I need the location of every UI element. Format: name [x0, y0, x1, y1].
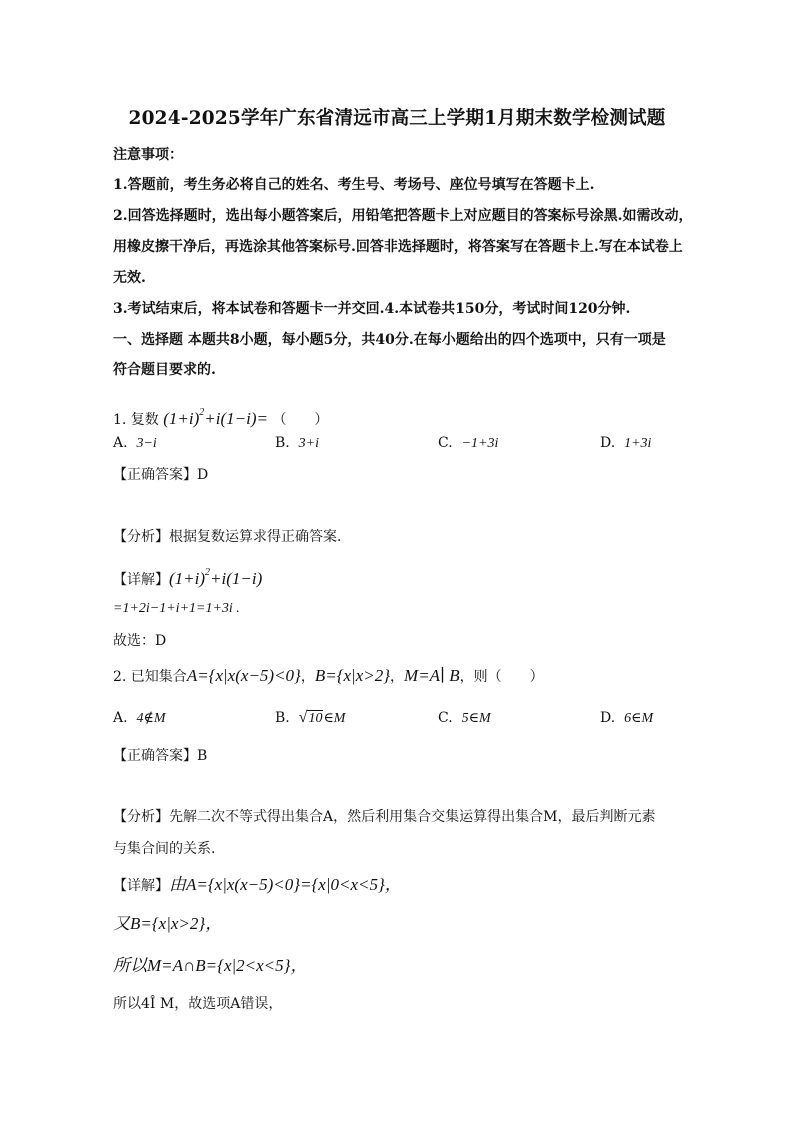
notice-item-1: 1.答题前，考生务必将自己的姓名、考生号、考场号、座位号填写在答题卡上. [113, 177, 595, 193]
q1-choice: 故选：D [113, 633, 167, 649]
question-1-expression: $(1+i)^2+i(1-i)=$ [163, 407, 268, 428]
set-b-expression: B={x|x>2} [314, 666, 391, 685]
notice-item-3: 3.考试结束后，将本试卷和答题卡一并交回.4.本试卷共150分，考试时间120分钟. [113, 301, 631, 317]
set-m-expression: M=A∣ B [404, 666, 460, 685]
notice-item-2-line-2: 用橡皮擦干净后，再选涂其他答案标号.回答非选择题时，将答案写在答题卡上.写在本试卷上 [113, 239, 683, 255]
section-heading-line-1: 一、选择题 本题共8小题，每小题5分，共40分.在每小题给出的四个选项中，只有一项是 [113, 332, 666, 348]
q2-detail-line-1: 【详解】由A={x|x(x−5)<0}={x|0<x<5}， [113, 875, 402, 894]
q1-option-c: C. −1+3i [438, 435, 499, 451]
question-1-prefix: 1. 复数 [113, 412, 159, 428]
q1-option-a: A. 3−i [113, 435, 157, 451]
question-1-paren: （ ） [272, 412, 329, 428]
question-1 [113, 402, 328, 431]
q1-option-d: D. 1+3i [600, 435, 652, 451]
section-heading-line-2: 符合题目要求的. [113, 362, 216, 378]
q1-calculation: =1+2i−1+i+1=1+3i . [113, 601, 240, 616]
notice-item-2-line-1: 2.回答选择题时，选出每小题答案后，用铅笔把答题卡上对应题目的答案标号涂黑.如需改动， [113, 208, 693, 224]
q2-analysis-line-1: 【分析】先解二次不等式得出集合A，然后利用集合交集运算得出集合M，最后判断元素 [113, 809, 656, 825]
q2-option-b: B. √10∈M [275, 709, 346, 726]
set-a-expression: A={x|x(x−5)<0} [186, 666, 301, 685]
q2-detail-line-3: 所以M=A∩B={x|2<x<5}， [113, 956, 308, 975]
q2-option-a: A. 4∉M [113, 710, 166, 726]
q2-option-c: C. 5∈M [438, 710, 491, 726]
question-2: 2. 已知集合A={x|x(x−5)<0}，B={x|x>2}，M=A∣ B，则（ ） [113, 666, 544, 685]
q2-answer: 【正确答案】B [113, 748, 208, 764]
q2-option-d: D. 6∈M [600, 710, 654, 726]
q2-detail-line-2: 又B={x|x>2}， [113, 914, 223, 933]
page-title: 2024-2025学年广东省清远市高三上学期1月期末数学检测试题 [128, 108, 666, 129]
q2-analysis-line-2: 与集合间的关系. [113, 841, 216, 857]
q1-answer: 【正确答案】D [113, 467, 209, 483]
q1-option-b: B. 3+i [275, 435, 319, 451]
q1-detail: 【详解】$(1+i)^2+i(1-i)$ [113, 567, 263, 588]
notice-heading: 注意事项： [113, 147, 183, 163]
notice-item-2-line-3: 无效. [113, 270, 146, 286]
q2-detail-line-4: 所以4Î M，故选项A错误， [113, 996, 283, 1012]
q1-analysis: 【分析】根据复数运算求得正确答案. [113, 529, 342, 545]
